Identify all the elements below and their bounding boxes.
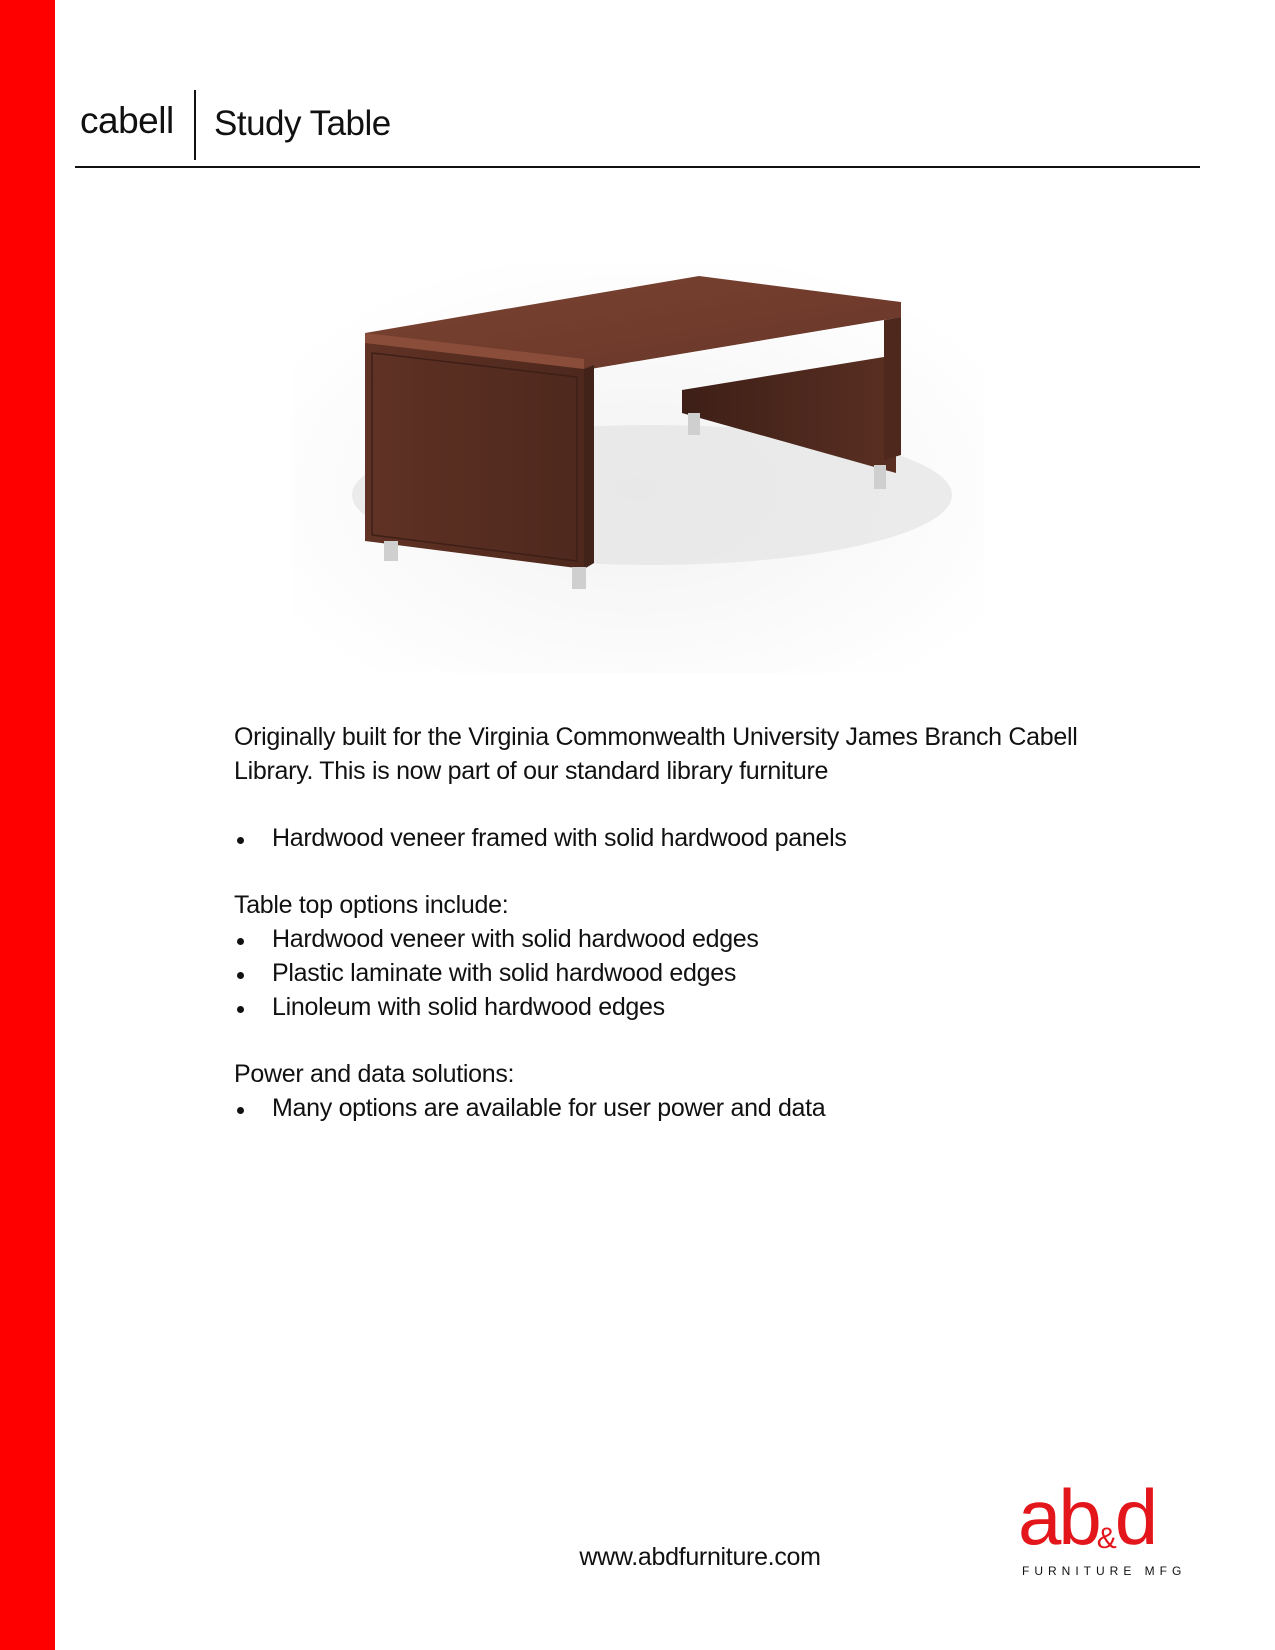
website-link[interactable]: www.abdfurniture.com xyxy=(579,1543,821,1571)
table-side-panel xyxy=(365,343,584,569)
header-brand: cabell xyxy=(80,100,174,141)
list-item: Linoleum with solid hardwood edges xyxy=(234,990,1134,1024)
list-item: Hardwood veneer framed with solid hardwood panels xyxy=(234,821,1134,855)
list-item: Hardwood veneer with solid hardwood edges xyxy=(234,922,1134,956)
table-side-edge xyxy=(884,317,901,460)
red-side-bar xyxy=(0,0,55,1650)
feature-list xyxy=(234,821,1134,855)
intro-line: Library. This is now part of our standard library furniture xyxy=(234,757,829,785)
tabletop-list xyxy=(234,922,1134,1024)
power-list xyxy=(234,1091,1134,1125)
table-foot xyxy=(572,567,586,589)
page-title: Study Table xyxy=(214,104,391,143)
logo-subtitle: FURNITURE MFG xyxy=(1022,1564,1187,1578)
list-item: Plastic laminate with solid hardwood edges xyxy=(234,956,1134,990)
list-item: Many options are available for user power and data xyxy=(234,1091,1134,1125)
header-divider xyxy=(194,90,196,160)
intro-line: Originally built for the Virginia Commonwealth University James Branch Cabell xyxy=(234,723,1078,751)
header-rule xyxy=(75,166,1200,168)
abd-logo xyxy=(1018,1473,1208,1578)
tabletop-heading: Table top options include: xyxy=(234,891,509,919)
table-foot xyxy=(384,541,398,561)
table-foot xyxy=(688,413,700,435)
product-description xyxy=(234,720,1134,1125)
study-table-image xyxy=(292,265,984,673)
table-side-edge xyxy=(584,365,594,569)
power-heading: Power and data solutions: xyxy=(234,1060,515,1088)
table-foot xyxy=(874,465,886,489)
logo-mark: ab&d xyxy=(1018,1473,1156,1561)
